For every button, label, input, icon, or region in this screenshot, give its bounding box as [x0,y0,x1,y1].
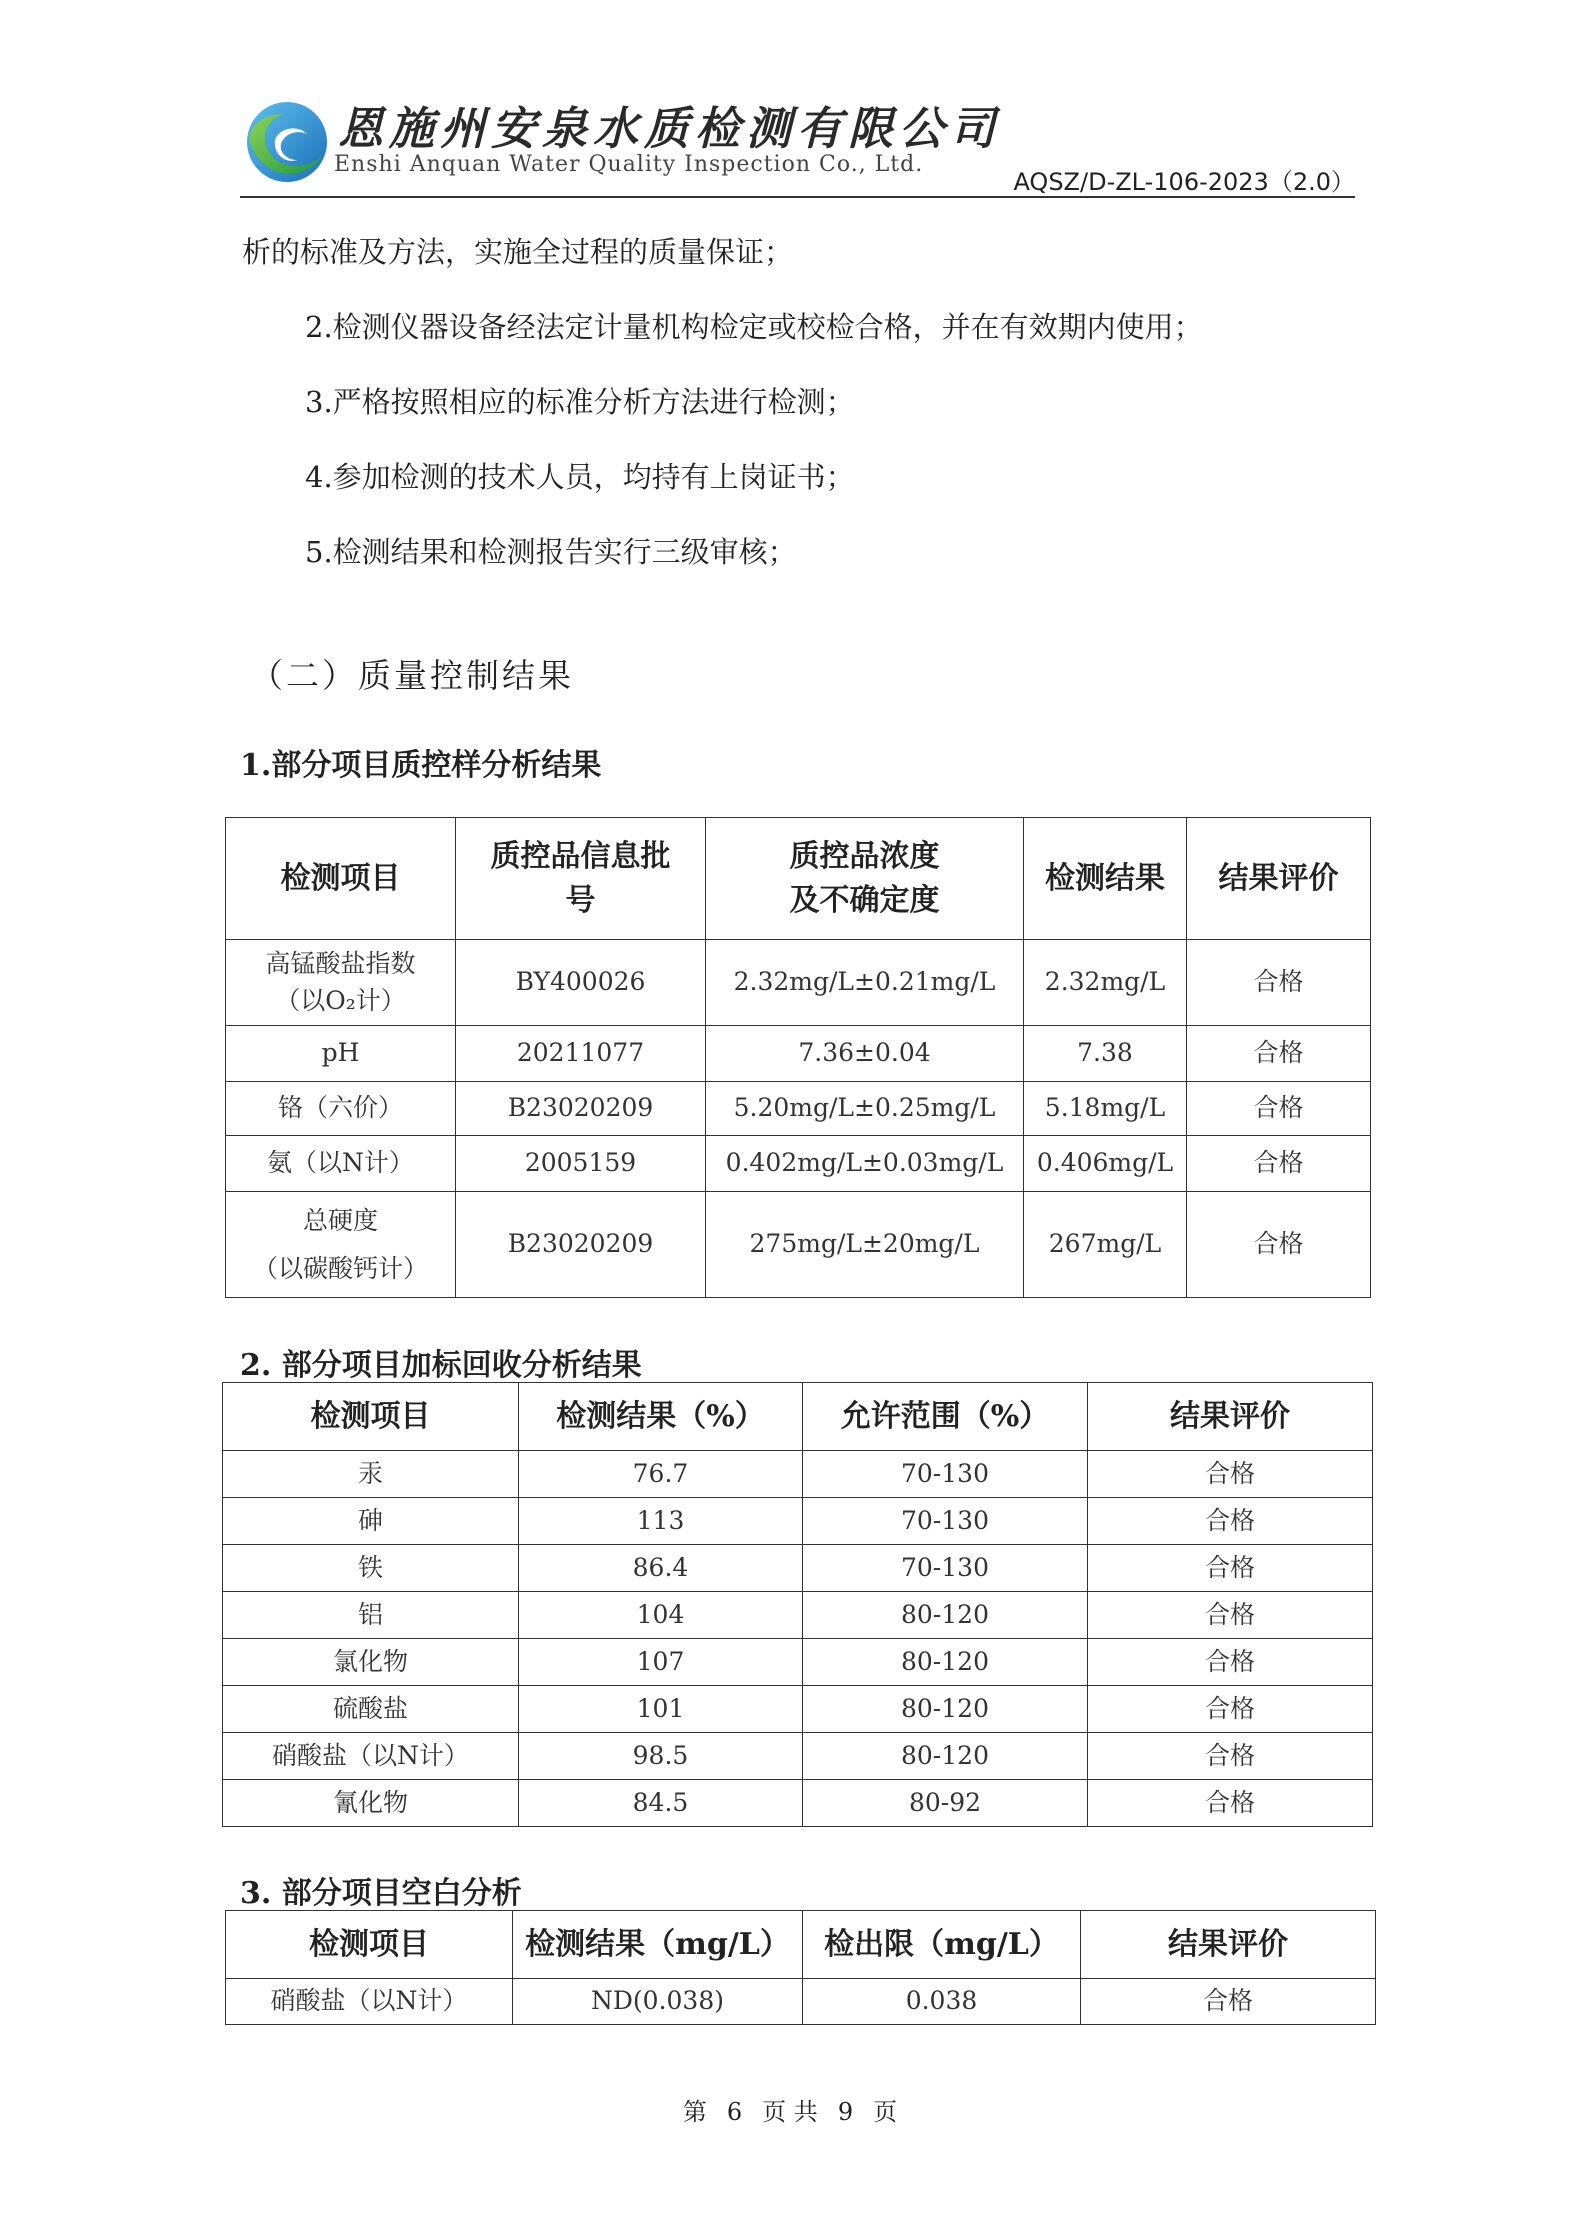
page-number: 6 [726,2098,743,2126]
table-cell: 砷 [223,1498,519,1545]
total-pages: 9 [837,2098,854,2126]
table-cell: 80-120 [803,1686,1088,1733]
table-header-row [223,1383,1373,1451]
table-cell: 76.7 [519,1451,803,1498]
table-cell: 硝酸盐（以N计） [226,1979,513,2025]
table-cell: 合格 [1088,1639,1373,1686]
table-header-row [226,1911,1376,1979]
spike-recovery-table [222,1382,1373,1827]
table-row [226,1026,1371,1082]
table-cell: 107 [519,1639,803,1686]
table-cell: 铁 [223,1545,519,1592]
table-row [226,1979,1376,2025]
table-cell: 2.32mg/L±0.21mg/L [706,940,1024,1026]
document-code: AQSZ/D-ZL-106-2023（2.0） [1013,168,1355,196]
table-row [223,1545,1373,1592]
blank-analysis-table [225,1910,1376,2025]
table-cell: 合格 [1187,1192,1371,1298]
table-row [226,1192,1371,1298]
table-cell: 硝酸盐（以N计） [223,1733,519,1780]
table-cell: 70-130 [803,1545,1088,1592]
footer-suffix: 页 [873,2098,898,2126]
table-row [223,1639,1373,1686]
header-divider [240,196,1355,198]
table-cell: 2.32mg/L [1024,940,1187,1026]
table-row [226,940,1371,1026]
table-cell: 合格 [1187,1082,1371,1136]
table-cell: 高锰酸盐指数 （以O₂计） [226,940,456,1026]
table-cell: 84.5 [519,1780,803,1827]
table-cell: 101 [519,1686,803,1733]
table-row [226,1136,1371,1192]
table-cell: 113 [519,1498,803,1545]
table-row [226,1082,1371,1136]
page-footer [0,2092,1580,2127]
header-cell: 质控品浓度 及不确定度 [706,818,1024,940]
list-item-5: 5.检测结果和检测报告实行三级审核； [305,535,797,569]
table-cell: 合格 [1081,1979,1376,2025]
table-cell: 合格 [1088,1451,1373,1498]
table-cell: 70-130 [803,1498,1088,1545]
table-cell: ND(0.038) [513,1979,803,2025]
table-cell: B23020209 [456,1082,706,1136]
table-cell: 合格 [1187,1136,1371,1192]
table-cell: 86.4 [519,1545,803,1592]
table-row [223,1451,1373,1498]
table-cell: 铝 [223,1592,519,1639]
header-cell: 检测结果 [1024,818,1187,940]
qc-sample-table [225,817,1371,1298]
header-cell: 检测结果（%） [519,1383,803,1451]
list-item-4: 4.参加检测的技术人员，均持有上岗证书； [305,460,855,494]
table-cell: 7.36±0.04 [706,1026,1024,1082]
table-row [223,1686,1373,1733]
table-cell: 合格 [1187,940,1371,1026]
table-header-row [226,818,1371,940]
table-cell: 合格 [1088,1545,1373,1592]
footer-prefix: 第 [682,2098,707,2126]
table-cell: 104 [519,1592,803,1639]
table-cell: 80-120 [803,1733,1088,1780]
section-heading: （二）质量控制结果 [250,656,574,695]
header-cell: 结果评价 [1187,818,1371,940]
table-cell: 合格 [1187,1026,1371,1082]
table-cell: 275mg/L±20mg/L [706,1192,1024,1298]
table-cell: 70-130 [803,1451,1088,1498]
company-name-cn: 恩施州安泉水质检测有限公司 [338,102,1002,155]
list-item-3: 3.严格按照相应的标准分析方法进行检测； [305,385,855,419]
header-cell: 检测项目 [223,1383,519,1451]
table-cell: 合格 [1088,1592,1373,1639]
table-cell: pH [226,1026,456,1082]
header-cell: 检测结果（mg/L） [513,1911,803,1979]
header-cell: 检出限（mg/L） [803,1911,1081,1979]
table-cell: 0.038 [803,1979,1081,2025]
table-cell: BY400026 [456,940,706,1026]
table-cell: 氰化物 [223,1780,519,1827]
table-cell: 80-92 [803,1780,1088,1827]
paragraph-continuation: 析的标准及方法，实施全过程的质量保证； [242,235,794,269]
table-row [223,1592,1373,1639]
header-cell: 允许范围（%） [803,1383,1088,1451]
table-cell: 0.406mg/L [1024,1136,1187,1192]
table-cell: 7.38 [1024,1026,1187,1082]
header-cell: 检测项目 [226,818,456,940]
table-cell: 氯化物 [223,1639,519,1686]
table1-title: 1.部分项目质控样分析结果 [240,748,602,783]
table-cell: 98.5 [519,1733,803,1780]
header-cell: 质控品信息批号 [456,818,706,940]
table-cell: 2005159 [456,1136,706,1192]
company-name-en: Enshi Anquan Water Quality Inspection Co., Ltd. [334,152,924,177]
table-cell: 硫酸盐 [223,1686,519,1733]
list-item-2: 2.检测仪器设备经法定计量机构检定或校检合格，并在有效期内使用； [305,310,1203,344]
footer-middle: 页 共 [762,2098,818,2126]
table-cell: 20211077 [456,1026,706,1082]
table-row [223,1780,1373,1827]
table-cell: 合格 [1088,1498,1373,1545]
table-cell: 总硬度 （以碳酸钙计） [226,1192,456,1298]
table-cell: 合格 [1088,1780,1373,1827]
company-logo-icon [245,100,329,184]
table-cell: 5.20mg/L±0.25mg/L [706,1082,1024,1136]
table-row [223,1498,1373,1545]
table3-title: 3. 部分项目空白分析 [240,1876,522,1911]
table-row [223,1733,1373,1780]
table-cell: 铬（六价） [226,1082,456,1136]
table2-title: 2. 部分项目加标回收分析结果 [240,1348,642,1383]
table-cell: 合格 [1088,1733,1373,1780]
table-cell: 80-120 [803,1592,1088,1639]
table-cell: 80-120 [803,1639,1088,1686]
table-cell: 汞 [223,1451,519,1498]
header-cell: 结果评价 [1088,1383,1373,1451]
table-cell: 氨（以N计） [226,1136,456,1192]
table-cell: 5.18mg/L [1024,1082,1187,1136]
table-cell: 0.402mg/L±0.03mg/L [706,1136,1024,1192]
table-cell: 267mg/L [1024,1192,1187,1298]
header-cell: 检测项目 [226,1911,513,1979]
table-cell: 合格 [1088,1686,1373,1733]
table-cell: B23020209 [456,1192,706,1298]
header-cell: 结果评价 [1081,1911,1376,1979]
